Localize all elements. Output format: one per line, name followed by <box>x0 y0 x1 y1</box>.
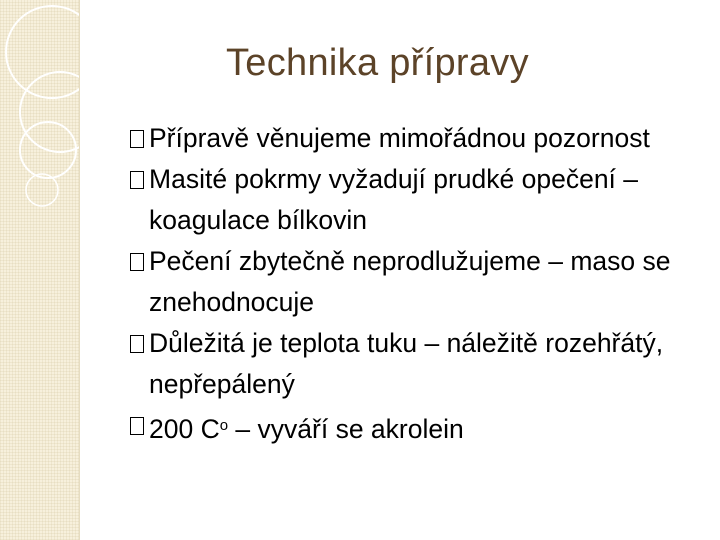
slide-title: Technika přípravy <box>226 42 529 84</box>
bullet-item <box>130 405 690 450</box>
bullet-text-suffix: – vyváří se akrolein <box>228 414 464 444</box>
bullet-item <box>130 241 690 323</box>
bullet-item <box>130 159 690 241</box>
decorative-side-band <box>0 0 79 540</box>
bullet-text: Přípravě věnujeme mimořádnou pozornost <box>149 123 650 153</box>
bullet-item <box>130 323 690 405</box>
band-divider <box>79 0 80 540</box>
bullet-box-icon <box>130 171 144 189</box>
decorative-circles <box>0 0 79 540</box>
bullet-text: Pečení zbytečně neprodlužujeme – maso se znehodnocuje <box>149 246 671 317</box>
bullet-box-icon <box>130 130 144 148</box>
bullet-item <box>130 118 690 159</box>
bullet-text: Masité pokrmy vyžadují prudké opečení – koagulace bílkovin <box>149 164 639 235</box>
bullet-text-prefix: 200 C <box>149 414 220 444</box>
bullet-text: Důležitá je teplota tuku – náležitě rozehřátý, nepřepálený <box>149 328 664 399</box>
bullet-box-icon <box>130 253 144 271</box>
bullet-box-icon <box>130 417 144 435</box>
bullet-box-icon <box>130 335 144 353</box>
degree-superscript: o <box>219 417 229 434</box>
bullet-list <box>130 118 690 450</box>
